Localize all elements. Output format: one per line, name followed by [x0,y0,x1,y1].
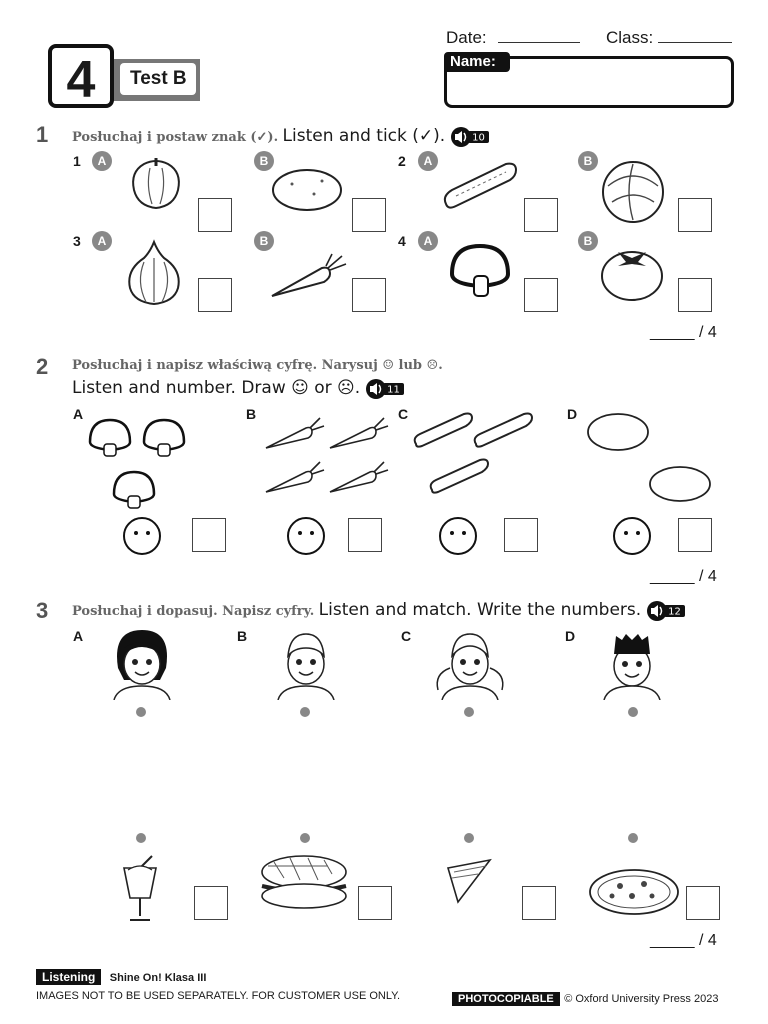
section-tag: Listening [36,969,101,985]
test-label: Test B [120,63,196,95]
q3-letter-a: A [73,628,84,644]
match-dot[interactable] [300,707,310,717]
tick-box[interactable] [678,198,712,232]
number-box[interactable] [504,518,538,552]
unit-number: 4 [48,44,114,108]
test-label-tab [110,59,200,101]
face-icon[interactable] [122,516,162,556]
audio-icon[interactable] [365,378,405,400]
potatoes-group-icon [586,412,714,504]
boy-icon [274,628,338,700]
milkshake-icon [118,854,162,924]
sandwich-burger-icon [258,852,350,912]
cabbage-icon [594,156,672,224]
q3-letter-b: B [237,628,248,644]
number-box[interactable] [348,518,382,552]
match-dot[interactable] [628,833,638,843]
q2-letter-d: D [567,406,578,422]
tick-box[interactable] [352,198,386,232]
onion-icon [124,238,184,306]
match-dot[interactable] [136,707,146,717]
q2-letter-c: C [398,406,409,422]
girl-pigtails-icon [432,628,508,700]
q3-letter-c: C [401,628,412,644]
q1-instruction-pl: Posłuchaj i postaw znak (✓). [72,130,279,146]
footer-section [36,968,206,986]
number-box[interactable] [522,886,556,920]
audio-track-number: 12 [667,606,681,618]
q1-number: 1 [36,122,49,147]
tick-box[interactable] [524,278,558,312]
number-box[interactable] [686,886,720,920]
q2-letter-b: B [246,406,257,422]
cucumbers-group-icon [410,408,538,496]
date-field[interactable] [498,42,580,43]
option-b-badge: B [578,231,598,251]
q1-score [650,324,717,342]
q2-instruction-pl: Posłuchaj i napisz właściwą cyfrę. Narysuj ☺ lub ☹. [72,358,443,373]
face-icon[interactable] [286,516,326,556]
option-a-badge: A [92,151,112,171]
q2-score [650,568,717,586]
pepper-icon [128,154,184,212]
boy-dark-hair-icon [600,628,664,700]
footer-copyright [452,989,718,1007]
match-dot[interactable] [464,833,474,843]
tick-box[interactable] [198,198,232,232]
audio-track-number: 10 [471,132,485,144]
q1-item-number: 2 [398,153,406,169]
q1-instruction-en: Listen and tick (✓). [282,126,446,147]
option-a-badge: A [92,231,112,251]
q3-number: 3 [36,598,49,623]
q3-instruction [72,600,686,622]
tick-box[interactable] [198,278,232,312]
book-title: Shine On! Klasa III [109,972,207,984]
photocopiable-tag: PHOTOCOPIABLE [452,992,560,1006]
face-icon[interactable] [438,516,478,556]
audio-track-number: 11 [386,384,400,396]
sandwich-triangle-icon [444,856,494,908]
number-box[interactable] [194,886,228,920]
q3-score [650,932,717,950]
q2-instruction-en: Listen and number. Draw ☺ or ☹. [72,378,361,399]
tick-box[interactable] [352,278,386,312]
q1-item-number: 3 [73,233,81,249]
cucumber-icon [440,160,520,214]
mushrooms-group-icon [86,416,196,512]
q1-item-number: 4 [398,233,406,249]
audio-icon[interactable] [646,600,686,622]
potato-icon [270,166,344,214]
tick-box[interactable] [678,278,712,312]
name-label: Name: [444,52,510,72]
number-box[interactable] [678,518,712,552]
number-box[interactable] [358,886,392,920]
q1-instruction [72,126,490,148]
face-icon[interactable] [612,516,652,556]
option-b-badge: B [254,151,274,171]
audio-icon[interactable] [450,126,490,148]
score-blank: _____ [650,324,695,341]
number-box[interactable] [192,518,226,552]
score-blank: _____ [650,932,695,949]
date-label: Date: [446,28,487,47]
mushroom-icon [448,242,512,300]
option-b-badge: B [578,151,598,171]
pizza-icon [586,866,682,918]
carrots-group-icon [262,412,390,498]
q3-instruction-pl: Posłuchaj i dopasuj. Napisz cyfry. [72,604,315,620]
match-dot[interactable] [464,707,474,717]
usage-notice: IMAGES NOT TO BE USED SEPARATELY. FOR CUSTOMER USE ONLY. [36,990,401,1002]
score-blank: _____ [650,568,695,585]
copyright-text: © Oxford University Press 2023 [564,993,719,1005]
match-dot[interactable] [300,833,310,843]
match-dot[interactable] [136,833,146,843]
option-b-badge: B [254,231,274,251]
option-a-badge: A [418,151,438,171]
q1-item-number: 1 [73,153,81,169]
q2-number: 2 [36,354,49,379]
girl-dark-hair-icon [110,628,174,700]
carrot-icon [268,252,348,302]
q3-letter-d: D [565,628,576,644]
score-total: / 4 [698,324,717,341]
q2-instruction [72,378,405,400]
q2-letter-a: A [73,406,84,422]
class-label: Class: [606,28,654,47]
score-total: / 4 [698,932,717,949]
tomato-icon [598,240,666,304]
match-dot[interactable] [628,707,638,717]
option-a-badge: A [418,231,438,251]
q3-instruction-en: Listen and match. Write the numbers. [318,600,642,621]
class-field[interactable] [658,42,732,43]
tick-box[interactable] [524,198,558,232]
score-total: / 4 [698,568,717,585]
